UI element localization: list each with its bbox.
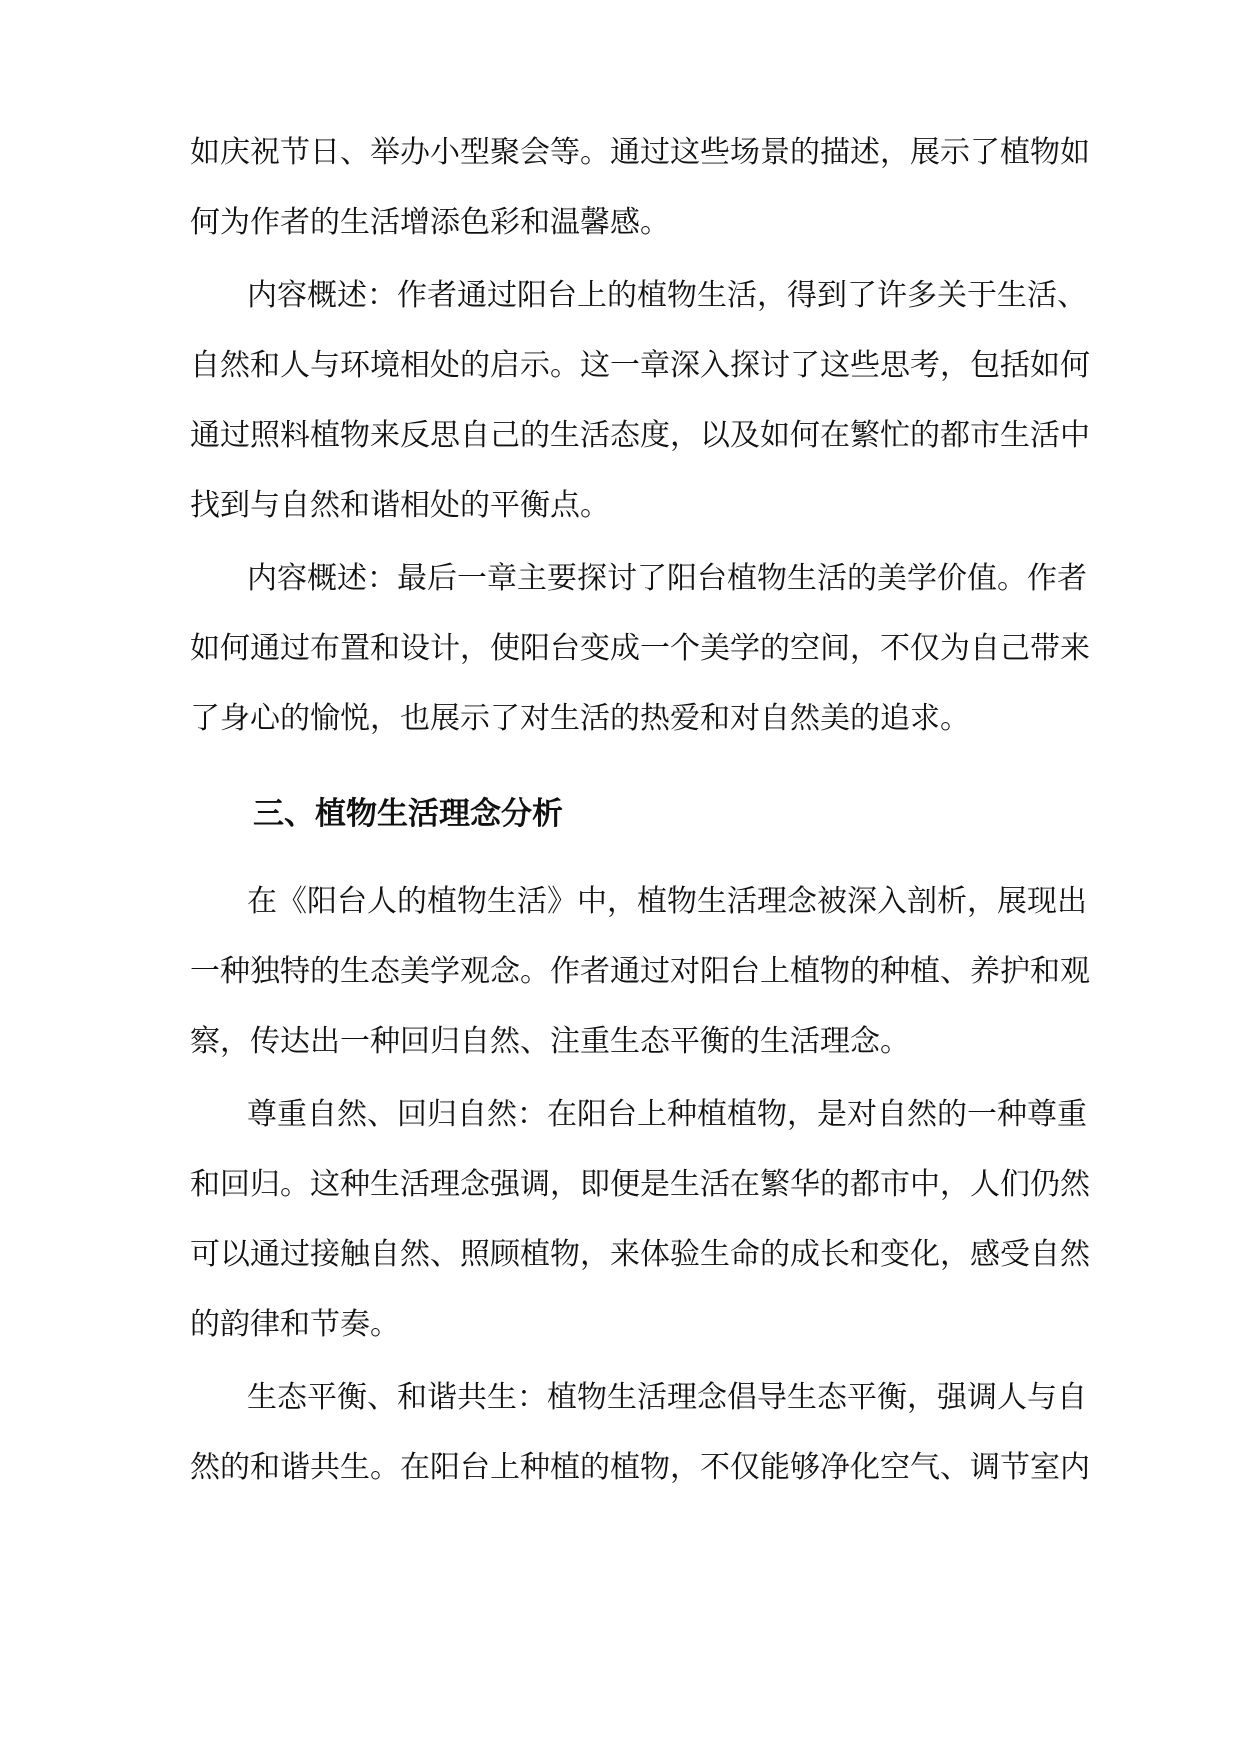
paragraph-5-line-1: 尊重自然、回归自然：在阳台上种植植物，是对自然的一种尊重: [247, 1097, 1087, 1132]
paragraph-1-line-2: 何为作者的生活增添色彩和温馨感。: [190, 205, 670, 240]
paragraph-1-line-1: 如庆祝节日、举办小型聚会等。通过这些场景的描述，展示了植物如: [190, 135, 1090, 170]
paragraph-2-line-4: 找到与自然和谐相处的平衡点。: [190, 488, 610, 523]
paragraph-6-line-2: 然的和谐共生。在阳台上种植的植物，不仅能够净化空气、调节室内: [190, 1450, 1090, 1485]
paragraph-5-line-4: 的韵律和节奏。: [190, 1307, 400, 1342]
paragraph-5-line-2: 和回归。这种生活理念强调，即便是生活在繁华的都市中，人们仍然: [190, 1167, 1090, 1202]
paragraph-3-line-3: 了身心的愉悦，也展示了对生活的热爱和对自然美的追求。: [190, 701, 970, 736]
paragraph-2-line-2: 自然和人与环境相处的启示。这一章深入探讨了这些思考，包括如何: [190, 348, 1090, 383]
paragraph-2-line-1: 内容概述：作者通过阳台上的植物生活，得到了许多关于生活、: [247, 278, 1087, 313]
paragraph-3-line-2: 如何通过布置和设计，使阳台变成一个美学的空间，不仅为自己带来: [190, 631, 1090, 666]
section-heading: 三、植物生活理念分析: [253, 796, 563, 832]
paragraph-3-line-1: 内容概述：最后一章主要探讨了阳台植物生活的美学价值。作者: [247, 561, 1087, 596]
paragraph-4-line-2: 一种独特的生态美学观念。作者通过对阳台上植物的种植、养护和观: [190, 954, 1090, 989]
paragraph-6-line-1: 生态平衡、和谐共生：植物生活理念倡导生态平衡，强调人与自: [247, 1380, 1087, 1415]
paragraph-2-line-3: 通过照料植物来反思自己的生活态度，以及如何在繁忙的都市生活中: [190, 418, 1090, 453]
paragraph-5-line-3: 可以通过接触自然、照顾植物，来体验生命的成长和变化，感受自然: [190, 1237, 1090, 1272]
paragraph-4-line-1: 在《阳台人的植物生活》中，植物生活理念被深入剖析，展现出: [247, 884, 1087, 919]
paragraph-4-line-3: 察，传达出一种回归自然、注重生态平衡的生活理念。: [190, 1024, 910, 1059]
